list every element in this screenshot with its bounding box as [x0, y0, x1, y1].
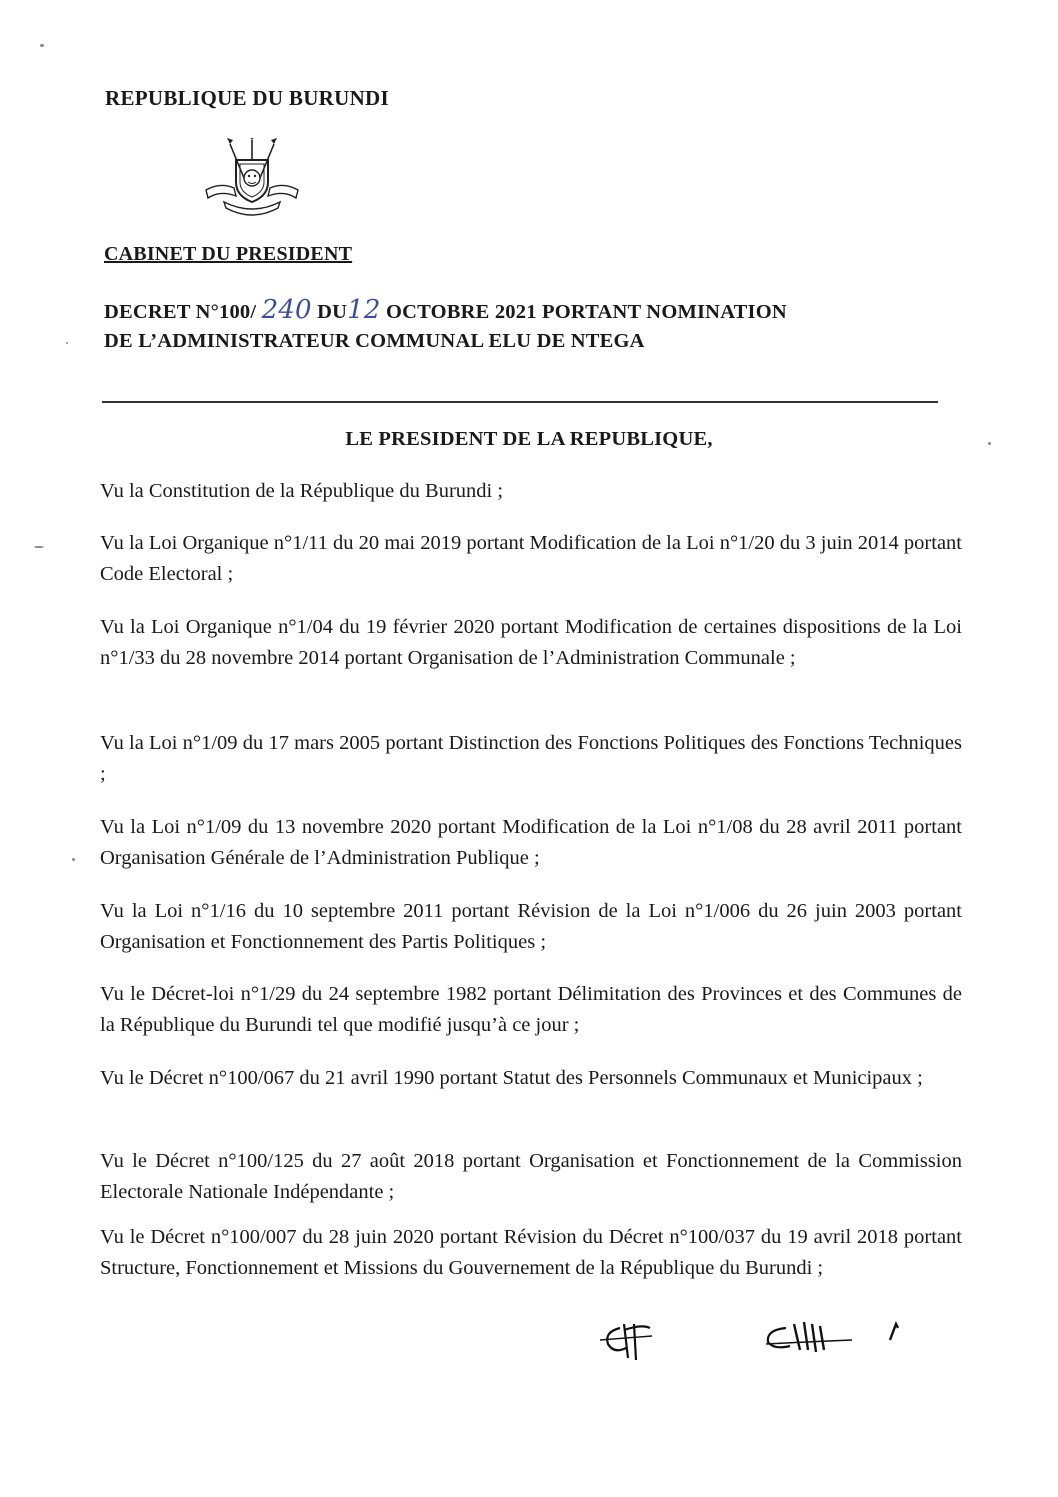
- handwritten-initials-icon: [590, 1310, 930, 1370]
- decree-title-line-1: [104, 296, 984, 327]
- scan-speck: [66, 342, 68, 344]
- vu-item: Vu la Constitution de la République du Burundi ;: [100, 480, 504, 502]
- cabinet-heading: CABINET DU PRESIDENT: [104, 243, 353, 265]
- title-divider: [102, 401, 938, 403]
- svg-text:· · · · · ·: · · · · · ·: [241, 207, 263, 213]
- decree-prefix: DECRET N°100/: [104, 301, 257, 323]
- vu-item: Vu la Loi n°1/09 du 17 mars 2005 portant Distinction des Fonctions Politiques des Fonctions Techniques ;: [100, 732, 962, 785]
- decree-title-line-2: DE L’ADMINISTRATEUR COMMUNAL ELU DE NTEGA: [104, 330, 645, 352]
- decree-du: DU: [317, 301, 348, 323]
- vu-item: Vu la Loi n°1/09 du 13 novembre 2020 portant Modification de la Loi n°1/08 du 28 avril 2011 portant Organisation Générale de l’Administration Publique ;: [100, 816, 962, 869]
- vu-item: Vu le Décret n°100/125 du 27 août 2018 portant Organisation et Fonctionnement de la Commission Electorale Nationale Indépendante ;: [100, 1150, 962, 1203]
- vu-item: Vu la Loi n°1/16 du 10 septembre 2011 portant Révision de la Loi n°1/006 du 26 juin 2003 portant Organisation et Fonctionnement des Partis Politiques ;: [100, 900, 962, 953]
- decree-number-handwritten: 240: [261, 295, 312, 325]
- decree-day-handwritten: 12: [347, 295, 381, 325]
- vu-item: Vu la Loi Organique n°1/11 du 20 mai 2019 portant Modification de la Loi n°1/20 du 3 juin 2014 portant Code Electoral ;: [100, 532, 962, 585]
- scan-speck: [40, 44, 44, 47]
- vu-item: Vu le Décret n°100/067 du 21 avril 1990 portant Statut des Personnels Communaux et Municipaux ;: [100, 1067, 923, 1089]
- scan-speck: [72, 858, 75, 861]
- president-heading: LE PRESIDENT DE LA REPUBLIQUE,: [345, 428, 713, 450]
- vu-item: Vu la Loi Organique n°1/04 du 19 février 2020 portant Modification de certaines dispositions de la Loi n°1/33 du 28 novembre 2014 portant Organisation de l’Administration Communale ;: [100, 616, 962, 669]
- vu-item: Vu le Décret n°100/007 du 28 juin 2020 portant Révision du Décret n°100/037 du 19 avril 2018 portant Structure, Fonctionnement et Missions du Gouvernement de la République du Burundi ;: [100, 1226, 962, 1279]
- scan-speck: [34, 546, 44, 548]
- decree-title: [104, 296, 984, 356]
- decree-title-rest: OCTOBRE 2021 PORTANT NOMINATION: [385, 301, 787, 323]
- burundi-coat-of-arms-icon: [200, 138, 304, 220]
- vu-item: Vu le Décret-loi n°1/29 du 24 septembre 1982 portant Délimitation des Provinces et des Communes de la République du Burundi tel que modifié jusqu’à ce jour ;: [100, 983, 962, 1036]
- republic-heading: REPUBLIQUE DU BURUNDI: [105, 86, 389, 110]
- scan-speck: [988, 442, 991, 445]
